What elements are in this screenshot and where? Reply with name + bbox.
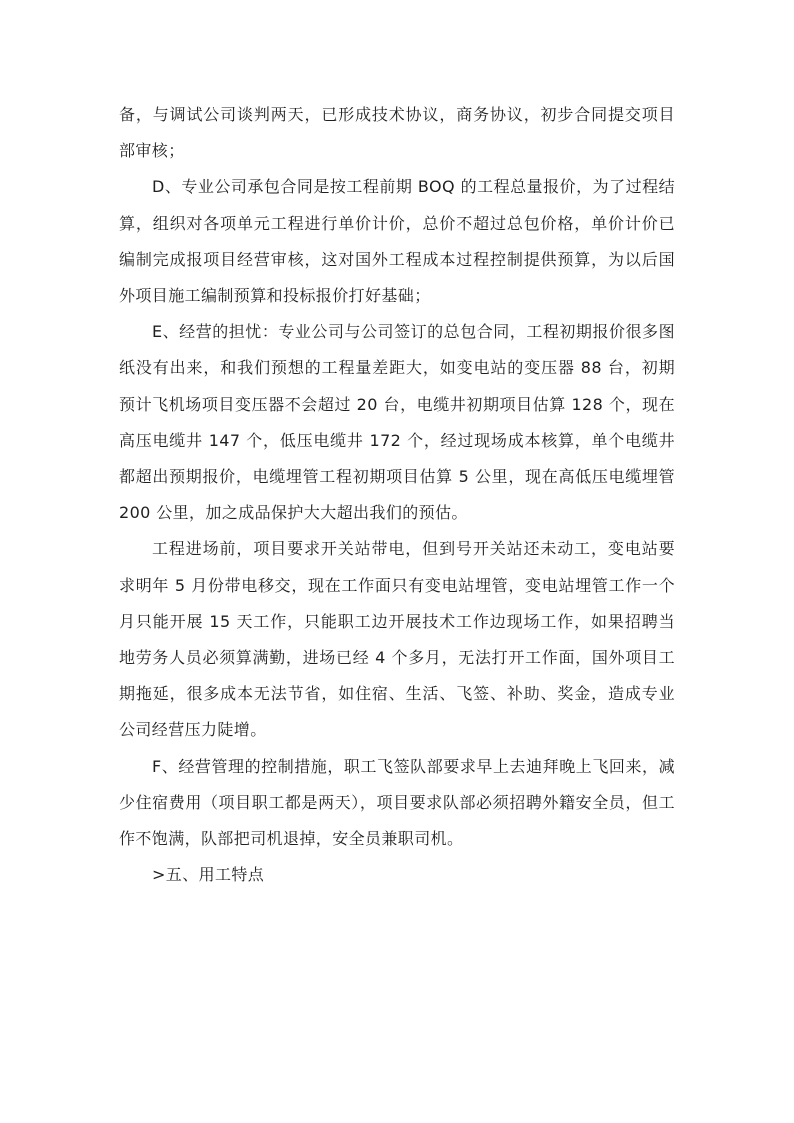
paragraph-item-e: E、经营的担忧：专业公司与公司签订的总包合同，工程初期报价很多图纸没有出来，和我们预想的工程量差距大，如变电站的变压器 88 台，初期预计飞机场项目变压器不会超过 20 台，电缆井初期项目估算 128 个，现在高压电缆井 147 个，低压电缆井 172 个，经过现场成本核算，单个电缆井都超出预期报价，电缆埋管工程初期项目估算 5 公里，现在高低压电缆埋管 200 公里，加之成品保护大大超出我们的预估。: [119, 322, 675, 523]
section-heading-labor: >五、用工特点: [152, 865, 265, 885]
paragraph-site-entry: 工程进场前，项目要求开关站带电，但到号开关站还未动工，变电站要求明年 5 月份带电移交，现在工作面只有变电站埋管，变电站埋管工作一个月只能开展 15 天工作，只能职工边开展技术工作边现场工作，如果招聘当地劳务人员必须算满勤，进场已经 4 个多月，无法打开工作面，国外项目工期拖延，很多成本无法节省，如住宿、生活、飞签、补助、奖金，造成专业公司经营压力陡增。: [119, 539, 675, 740]
paragraph-item-d: D、专业公司承包合同是按工程前期 BOQ 的工程总量报价，为了过程结算，组织对各项单元工程进行单价计价，总价不超过总包价格，单价计价已编制完成报项目经营审核，这对国外工程成本过程控制提供预算，为以后国外项目施工编制预算和投标报价打好基础；: [119, 177, 675, 306]
paragraph-item-f: F、经营管理的控制措施，职工飞签队部要求早上去迪拜晚上飞回来，减少住宿费用（项目职工都是两天），项目要求队部必须招聘外籍安全员，但工作不饱满，队部把司机退掉，安全员兼职司机。: [119, 756, 675, 849]
paragraph-continuation: 备，与调试公司谈判两天，已形成技术协议，商务协议，初步合同提交项目部审核；: [119, 105, 675, 161]
document-body: [119, 97, 675, 893]
